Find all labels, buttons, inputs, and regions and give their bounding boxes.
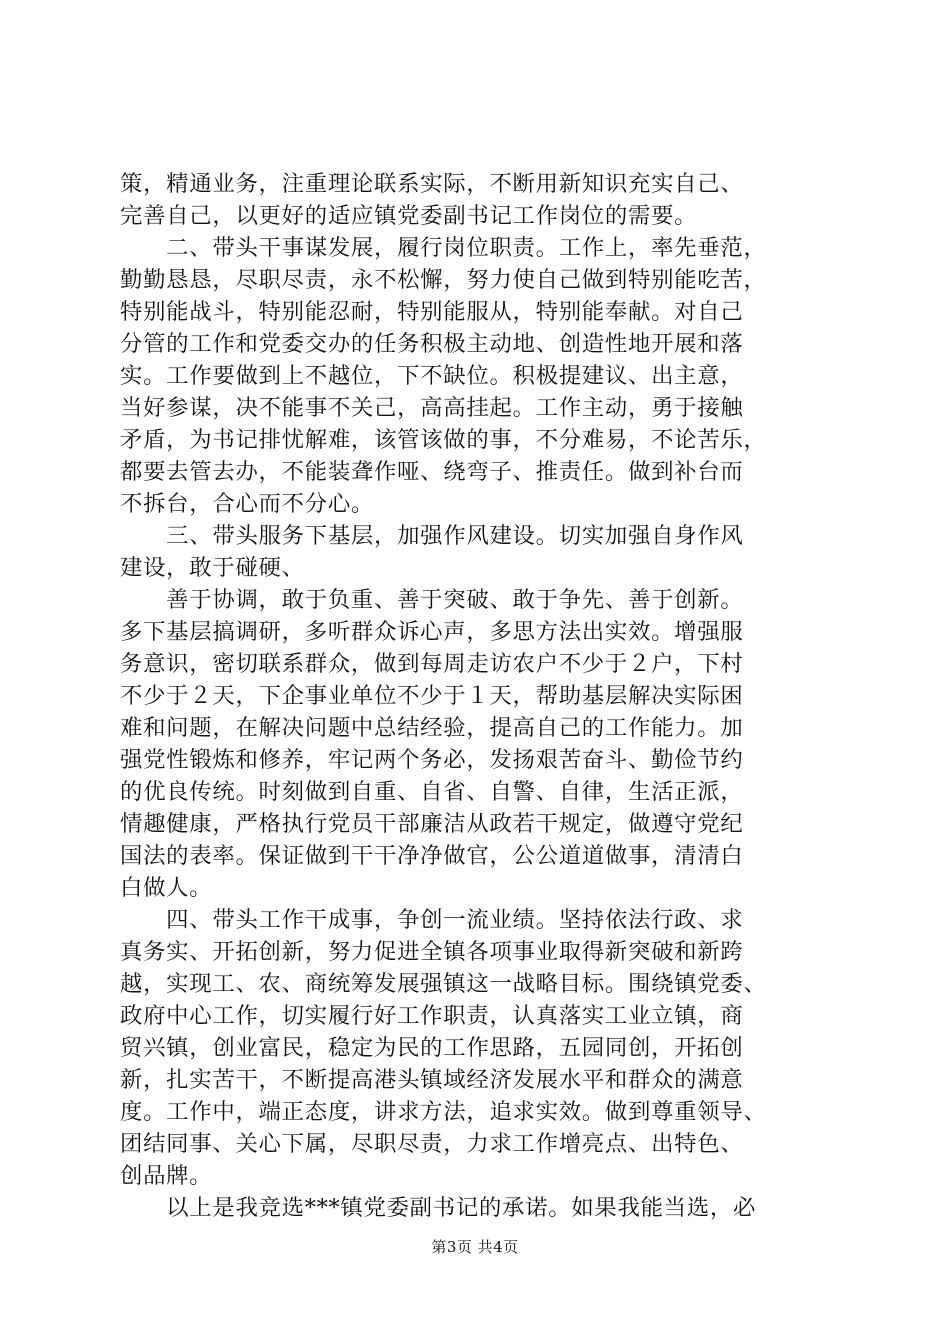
text-line: 新，扎实苦干，不断提高港头镇域经济发展水平和群众的满意 (120, 1067, 744, 1093)
text-line: 创品牌。 (120, 1163, 213, 1189)
text-line: 善于协调，敢于负重、善于突破、敢于争先、善于创新。 (120, 587, 744, 613)
text-line: 二、带头干事谋发展，履行岗位职责。工作上，率先垂范， (120, 235, 767, 261)
text-line: 越，实现工、农、商统筹发展强镇这一战略目标。围绕镇党委、 (120, 971, 767, 997)
text-line: 政府中心工作，切实履行好工作职责，认真落实工业立镇，商 (120, 1003, 744, 1029)
text-line: 强党性锻炼和修养，牢记两个务必，发扬艰苦奋斗、勤俭节约 (120, 747, 744, 773)
text-line: 完善自己，以更好的适应镇党委副书记工作岗位的需要。 (120, 203, 698, 229)
text-line: 三、带头服务下基层，加强作风建设。切实加强自身作风 (120, 523, 744, 549)
text-line: 难和问题，在解决问题中总结经验，提高自己的工作能力。加 (120, 715, 744, 741)
text-line: 策，精通业务，注重理论联系实际，不断用新知识充实自己、 (120, 171, 744, 197)
text-line: 的优良传统。时刻做到自重、自省、自警、自律，生活正派， (120, 779, 744, 805)
text-line: 分管的工作和党委交办的任务积极主动地、创造性地开展和落 (120, 331, 744, 357)
text-line: 度。工作中，端正态度，讲求方法，追求实效。做到尊重领导、 (120, 1099, 767, 1125)
text-line: 都要去管去办，不能装聋作哑、绕弯子、推责任。做到补台而 (120, 459, 744, 485)
text-line: 勤勤恳恳，尽职尽责，永不松懈，努力使自己做到特别能吃苦， (120, 267, 767, 293)
text-line: 矛盾，为书记排忧解难，该管该做的事，不分难易，不论苦乐， (120, 427, 767, 453)
text-line: 多下基层搞调研，多听群众诉心声，多思方法出实效。增强服 (120, 619, 744, 645)
text-line: 情趣健康，严格执行党员干部廉洁从政若干规定，做遵守党纪 (120, 811, 744, 837)
text-line: 贸兴镇，创业富民，稳定为民的工作思路，五园同创，开拓创 (120, 1035, 744, 1061)
text-line: 不少于２天，下企事业单位不少于１天，帮助基层解决实际困 (120, 683, 744, 709)
page-footer: 第3页 共4页 (431, 1238, 519, 1256)
text-line: 务意识，密切联系群众，做到每周走访农户不少于２户，下村 (120, 651, 744, 677)
text-line: 国法的表率。保证做到干干净净做官，公公道道做事，清清白 (120, 843, 744, 869)
text-line: 四、带头工作干成事，争创一流业绩。坚持依法行政、求 (120, 907, 744, 933)
document-body (120, 168, 832, 1224)
text-line: 当好参谋，决不能事不关己，高高挂起。工作主动，勇于接触 (120, 395, 744, 421)
text-line: 团结同事、关心下属，尽职尽责，力求工作增亮点、出特色、 (120, 1131, 744, 1157)
text-line: 特别能战斗，特别能忍耐，特别能服从，特别能奉献。对自己 (120, 299, 744, 325)
text-line: 真务实、开拓创新，努力促进全镇各项事业取得新突破和新跨 (120, 939, 744, 965)
text-line: 实。工作要做到上不越位，下不缺位。积极提建议、出主意， (120, 363, 744, 389)
text-line: 建设，敢于碰硬、 (120, 555, 305, 581)
text-line: 白做人。 (120, 875, 213, 901)
text-line: 以上是我竞选***镇党委副书记的承诺。如果我能当选，必 (120, 1195, 757, 1221)
text-line: 不拆台，合心而不分心。 (120, 491, 374, 517)
